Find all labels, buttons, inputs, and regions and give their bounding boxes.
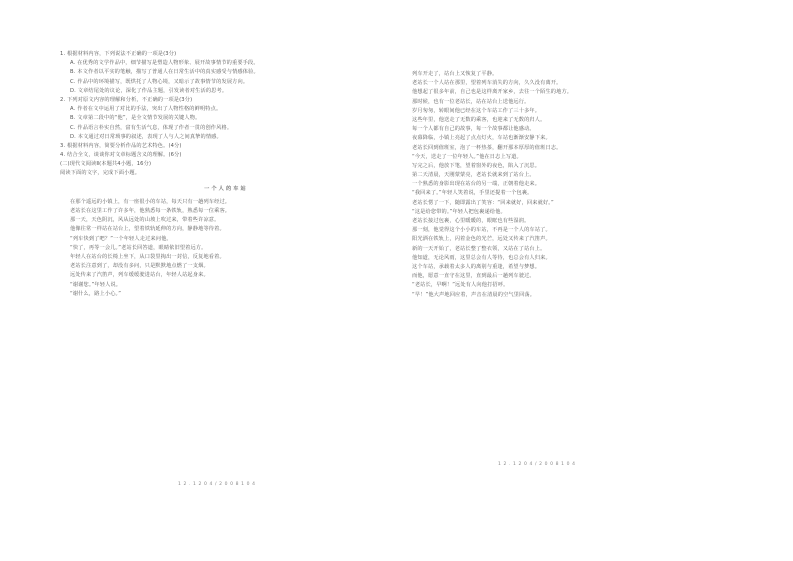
story-line: 远处传来了汽笛声，列车缓缓驶进站台，年轻人站起身来。 xyxy=(70,272,209,279)
story-line: “谢什么，路上小心。” xyxy=(70,290,122,297)
text-line: 老站长回到值班室，泡了一杯热茶，翻开那本厚厚的值班日志。 xyxy=(412,144,562,151)
text-line: B. 文章第二段中的“他”，是全文情节发展的关键人物。 xyxy=(70,115,201,122)
story-line: 他像往常一样站在站台上，望着铁轨延伸的方向，静静地等待着。 xyxy=(70,226,225,233)
text-line: 老站长一个人站在那里，望着列车消失的方向，久久没有离开。 xyxy=(412,80,562,87)
text-line: 第二天清晨，天刚蒙蒙亮，老站长就来到了站台上。 xyxy=(412,172,535,179)
text-line: 而他，愿意一直守在这里，直到最后一趟列车驶过。 xyxy=(412,273,535,280)
story-line: “快了，再等一会儿。”老站长回答道，眼睛依旧望着远方。 xyxy=(70,244,207,251)
story-line: “列车快到了吧？”一个年轻人走过来问他。 xyxy=(70,235,172,242)
text-line: “今天，送走了一位年轻人。”他在日志上写道。 xyxy=(412,153,522,160)
right-column xyxy=(402,70,732,300)
text-line: C. 作品语言朴实自然，富有生活气息，体现了作者一贯的创作风格。 xyxy=(70,124,233,131)
page-footer-right: 1 2 . 1 2 0 4 / 2 0 0 8 1 0 4 xyxy=(498,462,576,467)
story-line: “谢谢您。”年轻人说。 xyxy=(70,281,122,288)
page-footer-left: 1 2 . 1 2 0 4 / 2 0 0 8 1 0 4 xyxy=(178,482,256,487)
text-line: 老站长接过包裹，心里暖暖的，眼眶也有些湿润。 xyxy=(412,218,530,224)
text-line: 那时候，也有一位老站长，站在站台上送他远行。 xyxy=(412,98,530,105)
text-line: 老站长愣了一下，随即露出了笑容：“回来就好，回来就好。” xyxy=(412,199,554,206)
text-line: 夜幕降临，小镇上亮起了点点灯火，车站也渐渐安静下来。 xyxy=(412,135,551,142)
story-line: 年轻人在站台的长椅上坐下，从口袋里掏出一封信，反复地看着。 xyxy=(70,253,225,260)
text-line: 3. 根据材料内容，简要分析作品的艺术特色。(4分) xyxy=(60,142,182,149)
text-line: 2. 下列对原文内容的理解和分析，不正确的一项是(3分) xyxy=(60,96,193,103)
left-column xyxy=(60,50,390,299)
text-line: 他知道，无论风雨，这里总会有人等待，也总会有人归来。 xyxy=(412,254,551,261)
text-line: (二)现代文阅读Ⅱ(本题共4小题，16分) xyxy=(60,161,152,168)
text-line: 岁月匆匆，转眼间他已经在这个车站工作了三十多年。 xyxy=(412,107,541,114)
text-line: 阅读下面的文字，完成下面小题。 xyxy=(60,170,141,177)
text-line: 列车开走了，站台上又恢复了平静。 xyxy=(412,71,498,77)
story-line: 老站长注意到了，却没有多问，只是默默地点燃了一支烟。 xyxy=(70,263,209,270)
text-line: A. 在优秀的文学作品中，细节描写是塑造人物形象、展开故事情节的重要手段。 xyxy=(70,60,259,67)
text-line: “这是给您带的。”年轻人把包裹递给他。 xyxy=(412,208,506,215)
text-line: 写完之后，他放下笔，望着窗外的夜色，陷入了沉思。 xyxy=(412,162,541,169)
text-line: C. 作品中的环境描写，既烘托了人物心境，又暗示了故事情节的发展方向。 xyxy=(70,78,249,85)
text-line: 阳光洒在铁轨上，闪着金色的光芒，远处又传来了汽笛声。 xyxy=(412,236,551,243)
text-line: 这些年里，他送走了无数的乘客，也迎来了无数的归人。 xyxy=(412,116,546,123)
text-line: “老站长，早啊！”远处有人向他打招呼。 xyxy=(412,282,509,289)
text-line: 这个车站，承载着太多人的离别与重逢，希望与梦想。 xyxy=(412,263,541,270)
text-line: 4. 结合全文，谈谈你对文章标题含义的理解。(6分) xyxy=(60,152,182,159)
text-line: D. 文章结尾处的议论，深化了作品主题，引发读者对生活的思考。 xyxy=(70,87,228,94)
story-title: 一 个 人 的 车 站 xyxy=(204,185,246,192)
text-line: D. 本文通过对日常琐事的叙述，表现了人与人之间真挚的情感。 xyxy=(70,133,222,140)
story-line: 在那个遥远的小镇上，有一座很小的车站，每天只有一趟列车经过。 xyxy=(70,198,231,205)
text-line: 1. 根据材料内容，下列说法不正确的一项是(3分) xyxy=(60,51,177,57)
story-line: 老站长在这里工作了许多年，他熟悉每一条铁轨，熟悉每一位乘客。 xyxy=(70,208,231,215)
story-line: 那一天，天色阴沉，风从远处的山坡上吹过来，带着些许凉意。 xyxy=(70,217,220,224)
text-line: 新的一天开始了，老站长整了整衣领，又站在了站台上。 xyxy=(412,245,546,252)
text-line: 他想起了很多年前，自己也是这样离开家乡，去往一个陌生的地方。 xyxy=(412,89,573,96)
text-line: 一个熟悉的身影出现在站台的另一端，正朝着他走来。 xyxy=(412,181,541,188)
text-line: 那一刻，他觉得这个小小的车站，不再是一个人的车站了。 xyxy=(412,227,551,234)
text-line: A. 作者在文中运用了对比的手法，突出了人物性格的鲜明特点。 xyxy=(70,106,222,113)
text-line: 每一个人都有自己的故事，每一个故事都让他感动。 xyxy=(412,126,535,133)
text-line: “早！”他大声地回应着，声音在清晨的空气里回荡。 xyxy=(412,291,536,298)
text-line: “我回来了。”年轻人笑着说，手里还提着一个包裹。 xyxy=(412,190,533,197)
text-line: B. 本文作者以平实的笔触，描写了普通人在日常生活中的真实感受与情感体验。 xyxy=(70,69,259,76)
